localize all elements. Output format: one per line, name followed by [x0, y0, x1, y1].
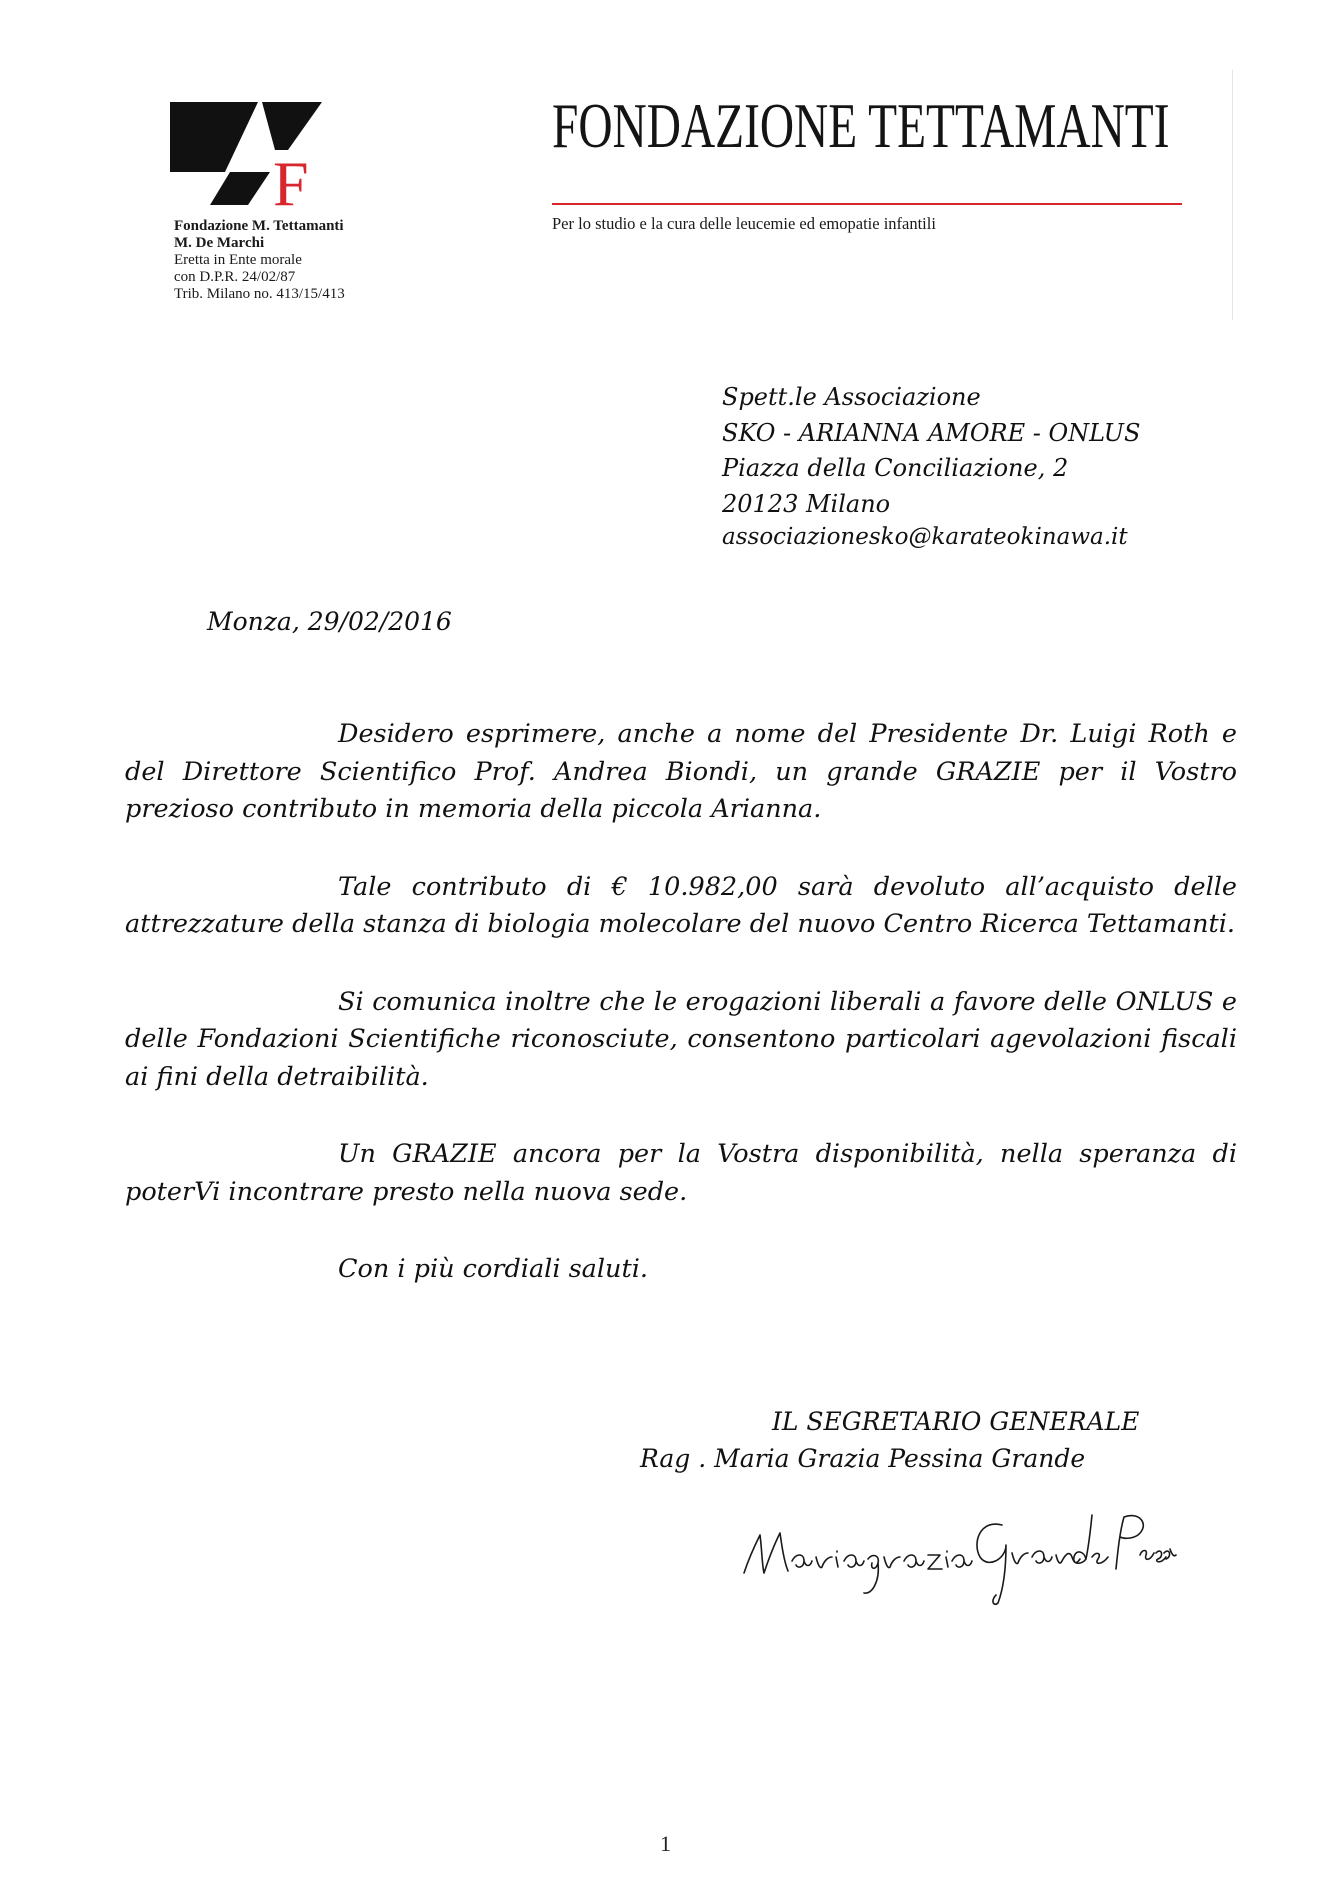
letter-date: Monza, 29/02/2016 [207, 607, 452, 636]
signatory-block [640, 1403, 1139, 1477]
page-number: 1 [660, 1831, 671, 1856]
body-paragraph-thanks: Desidero esprimere, anche a nome del Presidente Dr. Luigi Roth e del Direttore Scientifico Prof. Andrea Biondi, un grande GRAZIE per il Vostro prezioso contributo in memoria della piccola Arianna. [125, 719, 1237, 824]
sender-status: Eretta in Ente morale [174, 252, 302, 268]
scan-edge-line [1232, 70, 1233, 320]
recipient-city: 20123 Milano [722, 489, 891, 518]
logo-letter: F [273, 148, 309, 207]
body-paragraph-tax: Si comunica inoltre che le erogazioni liberali a favore delle ONLUS e delle Fondazioni Scientifiche riconosciute, consentono particolari agevolazioni fiscali ai fini della detraibilità. [125, 986, 1237, 1092]
sender-registry: Trib. Milano no. 413/15/413 [174, 286, 345, 302]
foundation-title: FONDAZIONE TETTAMANTI [552, 90, 1170, 161]
recipient-street: Piazza della Conciliazione, 2 [722, 454, 1069, 482]
body-paragraph-contribution: Tale contributo di € 10.982,00 sarà devoluto all’acquisto delle attrezzature della stanza di biologia molecolare del nuovo Centro Ricerca Tettamanti. [125, 871, 1237, 939]
sender-block [174, 218, 345, 303]
sender-founder: M. De Marchi [174, 235, 265, 251]
handwritten-signature [740, 1495, 1180, 1610]
letter-body [125, 716, 1237, 1289]
recipient-organization: SKO - ARIANNA AMORE - ONLUS [722, 418, 1141, 447]
recipient-address [722, 380, 1140, 556]
body-paragraph-availability: Un GRAZIE ancora per la Vostra disponibilità, nella speranza di poterVi incontrare presto nella nuova sede. [125, 1139, 1237, 1207]
recipient-salutation: Spett.le Associazione [722, 383, 981, 411]
sender-name: Fondazione M. Tettamanti [174, 218, 344, 234]
title-divider [552, 203, 1182, 205]
signatory-role: IL SEGRETARIO GENERALE [772, 1407, 1140, 1436]
signatory-name: Rag . Maria Grazia Pessina Grande [640, 1444, 1086, 1473]
sender-decree: con D.P.R. 24/02/87 [174, 269, 296, 285]
closing-greeting: Con i più cordiali saluti. [338, 1254, 648, 1284]
foundation-logo [170, 102, 330, 207]
foundation-tagline: Per lo studio e la cura delle leucemie ed emopatie infantili [552, 214, 936, 233]
recipient-email: associazionesko@karateokinawa.it [722, 524, 1128, 550]
